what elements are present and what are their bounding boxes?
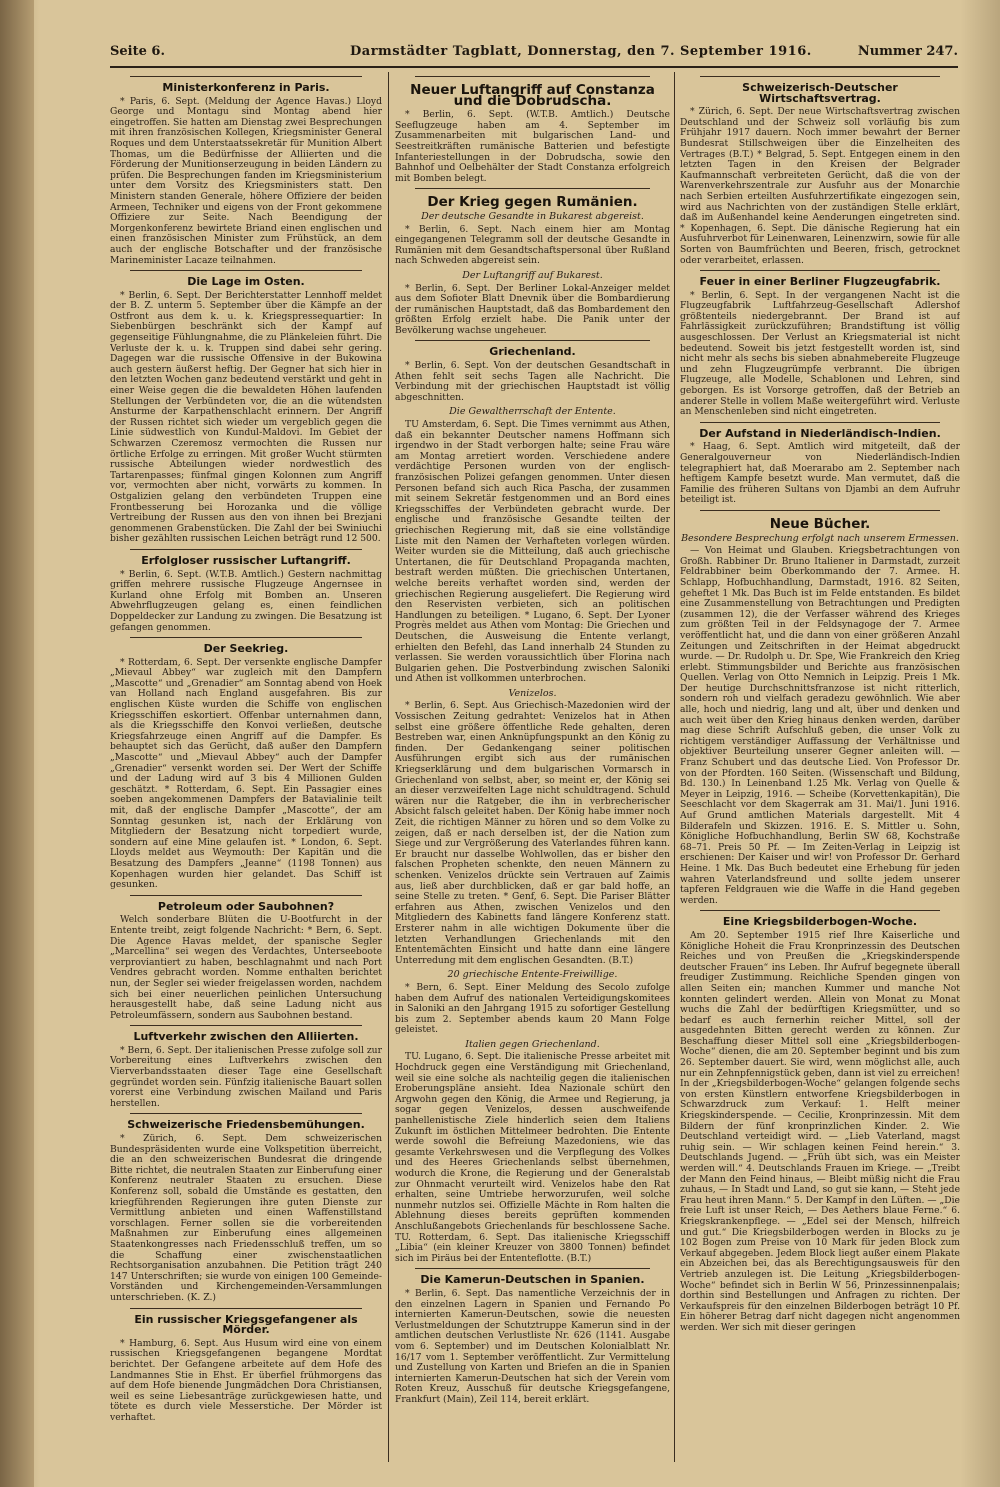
article [395,271,670,337]
article-body: * Berlin, 6. Sept. (W.T.B. Amtlich.) Deutsche Seeflugzeuge haben am 4. September im Zusammenarbeiten mit bulgarischen Land- und Seestreitkräften rumänische Batterien und befestigte Infanteriestellungen in der Dobrudscha, sowie den Bahnhof und Oelbehälter der Stadt Constanza erfolgreich mit Bomben belegt. [395,109,670,184]
column-rule-1 [388,72,389,1462]
article [395,689,670,966]
article [110,1025,382,1109]
page-number: Seite 6. [110,44,165,59]
article-headline: Neue Bücher. [769,515,871,532]
article-body: * Berlin, 6. Sept. Der Berichterstatter Lennhoff meldet der B. Z. unterm 5. September über die Kämpfe an der Ostfront aus dem k. u. k. Kriegspressequartier: In Siebenbürgen beschränkt sich der Kampf auf gegenseitige Fühlungnahme, die zu Plänkeleien führt. Die Verluste der k. u. k. Truppen sind dabei sehr gering. Dagegen war die russische Offensive in der Bukowina auch gestern äußerst heftig. Der Gegner hat sich hier in den letzten Wochen ganz bedeutend verstärkt und geht in einer Weise gegen die die bewaldeten Höhen laufenden Stellungen der Verbündeten vor, die an die wütendsten Ansturme der Karpathenschlacht erinnern. Der Angriff der Russen richtet sich wieder um vergeblich gegen die Linie südwestlich von Kundul-Maldovi. Im Gebiet der Schwarzen Czeremosz vermochten die Russen nur örtliche Erfolge zu erringen. Mit großer Wucht stürmten russische Abteilungen wieder nordwestlich des Tartarenpasses; fünfmal gingen Kolonnen zum Angriff vor, vermochten aber nicht, vorwärts zu kommen. In Ostgalizien gelang den verbündeten Truppen eine Frontbesserung bei Horozanka und die völlige Vertreibung der Russen aus den von ihnen bei Brezjani genommenen Grabenstücken. Die Zahl der bei Swiniuchi bisher gezählten russischen Leichen beträgt rund 12 500. [110,289,382,545]
article-subheadline: Italien gegen Griechenland. [465,1038,600,1050]
article-separator [700,270,940,271]
article-body: * Berlin, 6. Sept. Aus Griechisch-Mazedonien wird der Vossischen Zeitung gedrahtet: Venizelos hat in Athen selbst eine größere öffentliche Rede gehalten, deren Bestreben war, einen Anknüpfungspunkt an den König zu finden. Der Gedankengang seiner politischen Ausführungen ergibt sich aus der rumänischen Kriegserklärung und dem bulgarischen Vormarsch in Griechenland von selbst, aber, so meint er, der König sei an dieser verzweifelten Lage nicht schuldtragend. Schuld wären nur die Ratgeber, die ihn in verbrecherischer Absicht falsch geleitet haben. Der König habe immer noch Zeit, die richtigen Männer zu hören und so dem Volke zu zeigen, daß er nach derselben ist, der die Nation zum Siege und zur Vergrößerung des Vaterlandes führen kann. Er braucht nur dasselbe Wohlwollen, das er bisher den falschen Propheten schenkte, den neuen Männern zu schenken. Venizelos drückte sein Vertrauen auf Zaimis aus, ließ aber durchblicken, daß er gar bald hoffe, an seine Stelle zu treten. * Genf, 6. Sept. Die Pariser Blätter erfahren aus Athen, zwischen Venizelos und den Mitgliedern des Kabinetts fand längere Konferenz statt. Ersterer nahm in alle wichtigen Dokumente über die letzten Verhandlungen Griechenlands mit den Ententemächten Einsicht und hatte dann eine längere Unterredung mit dem englischen Gesandten. (B.T.) [395,700,670,966]
article-body: * Berlin, 6. Sept. Das namentliche Verzeichnis der in den einzelnen Lagern in Spanien und Fernando Po internierten Kamerun-Deutschen, sowie die neuesten Verlustmeldungen der Schutztruppe Kamerun sind in der amtlichen deutschen Verlustliste Nr. 626 (1141. Ausgabe vom 6. September) und im Deutschen Kolonialblatt Nr. 16/17 vom 1. September veröffentlicht. Zur Vermittelung und Zustellung von Karten und Briefen an die in Spanien internierten Kamerun-Deutschen hat sich der Verein vom Roten Kreuz, Ausschuß für deutsche Kriegsgefangene, Frankfurt (Main), Zeil 114, bereit erklärt. [395,1287,670,1405]
article-separator [700,422,940,423]
article-separator [130,270,362,271]
article [110,549,382,633]
article-headline: Der Krieg gegen Rumänien. [427,194,638,211]
article-headline: Die Kamerun-Deutschen in Spanien. [420,1273,645,1287]
article-subheadline: Die Gewaltherrschaft der Entente. [449,406,616,418]
article-separator [130,549,362,550]
article [395,970,670,1036]
article-body: TU. Lugano, 6. Sept. Die italienische Presse arbeitet mit Hochdruck gegen eine Verständigung mit Griechenland, weil sie eine solche als nachteilig gegen die italienischen Eroberungspläne ansieht. Idea Nazionale schürt den Argwohn gegen den König, die Armee und Regierung, ja sogar gegen Venizelos, dessen auschweifende panhellenistische Ziele hinderlich seien dem Italiens Zukunft im östlichen Mittelmeer bedrohten. Die Entente werde sowohl die Befreiung Mazedoniens, wie das gesamte Verkehrswesen und die Verpflegung des Volkes und des Heeres Griechenlands selbst übernehmen, wodurch die Krone, die Regierung und der Generalstab zur Ohnmacht verurteilt wird. Venizelos habe den Rat erhalten, seine Umtriebe herworzurufen, weil solche nunmehr nutzlos sei. Offizielle Mächte in Rom halten die Ablehnung dieses bereits geprüften kommenden Anschlußangebots Griechenlands für beschlossene Sache. TU. Rotterdam, 6. Sept. Das italienische Kriegsschiff „Libia“ (ein kleiner Kreuzer von 3800 Tonnen) befindet sich im Piräus bei der Ententeflotte. (B.T.) [395,1051,670,1264]
article [680,422,960,506]
article-separator [130,637,362,638]
article-body: * Berlin, 6. Sept. Der Berliner Lokal-Anzeiger meldet aus dem Sofioter Blatt Dnevnik über die Bombardierung der rumänischen Hauptstadt, daß das Bombardement den größten Erfolg erzielt habe. Die Panik unter der Bevölkerung wachse ungeheuer. [395,282,670,336]
article-headline: Luftverkehr zwischen den Alliierten. [133,1030,359,1044]
article [395,407,670,684]
article [395,1268,670,1405]
article-subheadline: 20 griechische Entente-Freiwillige. [447,969,618,981]
article [110,1308,382,1424]
article-headline: Griechenland. [489,345,576,359]
article-body: * Rotterdam, 6. Sept. Der versenkte englische Dampfer „Mievaul Abbey“ war zugleich mit den Dampfern „Mascotte“ und „Grenadier“ am Sonntag abend von Hoek van Holland nach England ausgefahren. Bis zur englischen Küste wurden die Schiffe von englischen Kriegsschiffen eskortiert. Offenbar unternahmen dann, als die Kriegsschiffe den Konvoi verließen, deutsche Kriegsfahrzeuge einen Angriff auf die Dampfer. Es behauptet sich das Gerücht, daß außer den Dampfern „Mascotte“ und „Mievaul Abbey“ auch der Dampfer „Grenadier“ versenkt worden sei. Der Wert der Schiffe und der Ladung wird auf 3 bis 4 Millionen Gulden geschätzt. * Rotterdam, 6. Sept. Ein Passagier eines soeben angekommenen Dampfers der Batavialinie teilt mit, daß der englische Dampfer „Mascotte“, der am Sonntag gesunken ist, nach der Erklärung von Mitgliedern der Besatzung nicht torpediert wurde, sondern auf eine Mine gelaufen ist. * London, 6. Sept. Lloyds meldet aus Weymouth: Der Kapitän und die Besatzung des Dampfers „Jeanne“ (1198 Tonnen) aus Kopenhagen wurden hier gelandet. Das Schiff ist gesunken. [110,656,382,891]
article-body: * Bern, 6. Sept. Der italienischen Presse zufolge soll zur Vorbereitung eines Luftverkehrs zwischen den Vierverbandsstaaten dieser Tage eine Gesellschaft gegründet worden sein. Fünfzig italienische Bauart sollen vorerst eine Verbindung zwischen Mailand und Paris herstellen. [110,1044,382,1109]
column-1 [110,72,382,1472]
article-headline: Eine Kriegsbilderbogen-Woche. [722,915,918,929]
article [680,76,960,266]
article-body: * Bern, 6. Sept. Einer Meldung des Secolo zufolge haben dem Aufruf des nationalen Verteidigungskomitees in Saloniki an den Jahrgang 1915 zu sofortiger Gestellung bis zum 2. September abends kaum 20 Mann Folge geleistet. [395,981,670,1036]
article-body: * Berlin, 6. Sept. Nach einem hier am Montag eingegangenen Telegramm soll der deutsche Gesandte in Rumänien mit dem Gesandtschaftspersonal über Rußland nach Schweden abgereist sein. [395,223,670,267]
article-subheadline: Der Luftangriff auf Bukarest. [462,269,603,281]
article-body: * Zürich, 6. Sept. Der neue Wirtschaftsvertrag zwischen Deutschland und der Schweiz soll vorläufig bis zum Frühjahr 1917 dauern. Noch immer bewahrt der Berner Bundesrat Stillschweigen über die Einzelheiten des Vertrages (B.T.) * Belgrad, 5. Sept. Entgegen einem in den letzten Tagen in den Kreisen der Belgrader Kaufmannschaft verbreiteten Gerücht, daß die von der Warenverkehrszentrale zur Ausfuhr aus der Monarchie nach Serbien erteilten Ausfuhrzertifikate eingezogen sein, wird aus Nachrichten von der zuständigen Stelle erklärt, daß im Außenhandel keine Aenderungen eingetreten sind. * Kopenhagen, 6. Sept. Die dänische Regierung hat ein Ausfuhrverbot für Leinenwaren, Leinenzwirn, sowie für alle Sorten von Baumfrüchten und Beeren, frisch, getrocknet oder verarbeitet, erlassen. [680,106,960,266]
article-body: * Paris, 6. Sept. (Meldung der Agence Havas.) Lloyd George und Montagu sind Montag abend hier eingetroffen. Sie hatten am Dienstag zwei Besprechungen mit ihren französischen Kollegen, Kriegsminister General Roques und dem Unterstaatssekretär für Munition Albert Thomas, um die Bedürfnisse der Alliierten und die Förderung der Munitionserzeugung in beiden Ländern zu prüfen. Die Besprechungen fanden im Kriegsministerium unter dem Vorsitz des Kriegsministers statt. Den Ministern standen Generale, höhere Offiziere der beiden Armeen, Techniker und eigens von der Front gekommene Offiziere zur Seite. Nach Beendigung der Morgenkonferenz bewirtete Briand einen englischen und einen französischen Minister zum Frühstück, an dem auch der englische Botschafter und der französische Marineminister Lacaze teilnahmen. [110,95,382,266]
article-body: * Zürich, 6. Sept. Dem schweizerischen Bundespräsidenten wurde eine Volkspetition überreicht, die an den schweizerischen Bundesrat die dringende Bitte richtet, die neutralen Staaten zur Einberufung einer Konferenz neutraler Staaten zu ersuchen. Diese Konferenz soll, sobald die Umstände es gestatten, den kriegführenden Regierungen ihre guten Dienste zur Vermittlung anbieten und einen Waffenstillstand vorschlagen. Ferner sollen sie die vorbereitenden Maßnahmen zur Einberufung eines allgemeinen Staatenkongresses nach Friedensschluß treffen, um so die Schaffung einer zwischenstaatlichen Rechtsorganisation anzubahnen. Die Petition trägt 240 147 Unterschriften; sie wurde von einigen 100 Gemeinde-Vorständen und Kirchengemeinden-Versammlungen unterschrieben. (K. Z.) [110,1133,382,1303]
article-separator [415,340,650,341]
article-separator [415,188,650,189]
article-body: Am 20. September 1915 rief Ihre Kaiserliche und Königliche Hoheit die Frau Kronprinzessin des Deutschen Reiches und von Preußen die „Kriegskinderspende deutscher Frauen“ ins Leben. Ihr Aufruf begegnete überall freudiger Zustimmung. Reichliche Spenden gingen von allen Seiten ein; manchen Kummer und manche Not konnten gelindert werden. Allein von Monat zu Monat wuchs die Zahl der bedürftigen Kriegsmütter, und so bedarf es auch fernerhin reicher Mittel, soll der ausgedehnten Bitten gerecht werden zu können. Zur Beschaffung dieser Mittel soll eine „Kriegsbilderbogen-Woche“ dienen, die am 20. September beginnt und bis zum 26. September dauert. Sie wird, wenn möglichst alle, auch nur ein Zehnpfennigstück geben, dann ist viel zu erreichen! In der „Kriegsbilderbogen-Woche“ gelangen folgende sechs von ersten Künstlern entworfene Kriegsbilderbogen in Schwarzdruck zum Verkauf: 1. Helft meiner Kriegskinderspende. — Cecilie, Kronprinzessin. Mit dem Bildern der fünf kronprinzlichen Kinder. 2. Wie Deutschland verteidigt wird. — „Lieb Vaterland, magst ruhig sein. — Wir schlagen keinen Feind herein.“ 3. Deutschlands Jugend. — „Früh übt sich, was ein Meister werden will.“ 4. Deutschlands Frauen im Kriege. — „Treibt der Mann den Feind hinaus, — Bleibt müßig nicht die Frau zuhaus, — In Stadt und Land, so gut sie kann, — Steht jede Frau heut ihren Mann.“ 5. Der Kampf in den Lüften. — „Die freie Luft ist unser Reich, — Des Aethers blaue Ferne.“ 6. Kriegskrankenpflege. — „Edel sei der Mensch, hilfreich und gut.“ Die Kriegsbilderbogen werden in Blocks zu je 102 Bogen zum Preise von 10 Mark für jeden Block zum Verkauf abgegeben. Jedem Block liegt außer einem Plakate ein Abzeichen bei, das als Berechtigungsausweis für den Vertrieb anzulegen ist. Die Leitung „Kriegsbilderbogen-Woche“ befindet sich in Berlin W 56, Prinzessinnenpalais; dorthin sind Bestellungen und Anfragen zu richten. Der Verkaufspreis für den einzelnen Bilderbogen beträgt 10 Pf. Ein höherer Betrag darf nicht dagegen nicht angenommen werden. Wer sich mit dieser geringen [680,929,960,1333]
article-separator [415,76,650,77]
article [110,895,382,1022]
article-separator [130,895,362,896]
article-separator [700,510,940,511]
article-headline: Schweizerisch-Deutscher Wirtschaftsvertrag. [742,81,898,105]
article-body: Welch sonderbare Blüten die U-Bootfurcht in der Entente treibt, zeigt folgende Nachricht: * Bern, 6. Sept. Die Agence Havas meldet, der spanische Segler „Marcellina“ sei wegen des Verdachtes, Unterseeboote verproviantiert zu haben, beschlagnahmt und nach Port Vendres gebracht worden. Nomme enthalten berichtet nun, der Segler sei wieder freigelassen worden, nachdem sich bei einer neuerlichen peinlichen Untersuchung herausgestellt habe, daß seine Ladung nicht aus Petroleumfässern, sondern aus Saubohnen bestand. [110,914,382,1021]
article-headline: Ministerkonferenz in Paris. [162,81,330,94]
article-headline: Der Aufstand in Niederländisch-Indien. [699,426,941,440]
article-headline: Der Seekrieg. [203,642,289,656]
article-headline: Petroleum oder Saubohnen? [157,899,335,913]
issue-number: Nummer 247. [857,44,958,59]
article-body: * Hamburg, 6. Sept. Aus Husum wird eine von einem russischen Kriegsgefangenen begangene Mordtat berichtet. Der Gefangene arbeitete auf dem Hofe des Landmannes Stie in Ehst. Er überfiel frühmorgens das auf dem Hofe bienende Jungmädchen Dora Christiansen, weil es seine Liebesanträge zurückgewiesen hatte, und tötete es durch viele Messerstiche. Der Mörder ist verhaftet. [110,1337,382,1423]
article [680,270,960,418]
article-body: TU Amsterdam, 6. Sept. Die Times vernimmt aus Athen, daß ein bekannter Deutscher namens Hoffmann sich irgendwo in der Stadt verborgen halte; seine Frau wäre am Montag arretiert worden. Verschiedene andere verdächtige Personen wurden von der englisch-französischen Polizei gefangen genommen. Unter diesen Personen befand sich auch Rica Pascha, der zusammen mit seinem Sekretär festgenommen und an Bord eines Kriegsschiffes der Verbündeten gebracht wurde. Der englische und französische Gesandte teilten der griechischen Regierung mit, daß sie eine vollständige Liste mit den Namen der Verhafteten vorlegen würden. Weiter wurden sie die Mitteilung, daß auch griechische Untertanen, die für Deutschland Propaganda machten, bestraft werden müßten. Die griechischen Untertanen, welche bereits verhaftet worden sind, werden der griechischen Regierung ausgeliefert. Die Regierung wird den Reservisten verbieten, sich an politischen Handlungen zu beteiligen. * Lugano, 6. Sept. Der Lyoner Progrès meldet aus Athen vom Montag: Die Griechen und Deutschen, die Ausweisung die Entente verlangt, erhielten den Befehl, das Land innerhalb 24 Stunden zu verlassen. Sie werden voraussichtlich über Florina nach Bulgarien gehen. Die Postverbindung zwischen Saloniki und Athen ist vollkommen unterbrochen. [395,419,670,685]
column-2 [395,72,670,1472]
article [110,637,382,891]
article [680,510,960,906]
article [395,1040,670,1264]
article-body: * Haag, 6. Sept. Amtlich wird mitgeteilt, daß der Generalgouverneur von Niederländisch-Indien telegraphiert hat, daß Moerarabo am 2. September nach heftigem Kampfe besetzt wurde. Man vermutet, daß die Familie des früheren Sultans von Djambi an dem Aufruhr beteiligt ist. [680,441,960,506]
article-separator [130,76,362,77]
article-headline: Neuer Luftangriff auf Constanza und die Dobrudscha. [410,82,655,109]
article-separator [415,1268,650,1269]
article-headline: Ein russischer Kriegsgefangener als Mörder. [134,1312,358,1337]
article-body: * Berlin, 6. Sept. In der vergangenen Nacht ist die Flugzeugfabrik Luftfahrzeug-Gesellschaft Adlershof größtenteils niedergebrannt. Der Brand ist auf Fahrlässigkeit zurückzuführen; Brandstiftung ist völlig ausgeschlossen. Der Verlust an Kriegsmaterial ist nicht bedeutend. Soweit bis jetzt festgestellt worden ist, sind nicht mehr als sechs bis sieben abnahmebereite Flugzeuge und zehn Flugzeugrümpfe verbrannt. Die übrigen Flugzeuge, alle Modelle, Schablonen und Lehren, sind geborgen. Es ist Vorsorge getroffen, daß der Betrieb an anderer Stelle in vollem Maße weitergeführt wird. Verluste an Menschenleben sind nicht eingetreten. [680,289,960,418]
article-separator [130,1113,362,1114]
article-body: * Berlin, 6. Sept. (W.T.B. Amtlich.) Gestern nachmittag griffen mehrere russische Flugzeuge Angernsee in Kurland ohne Erfolg mit Bomben an. Unseren Abwehrflugzeugen gelang es, einen feindlichen Doppeldecker zur Landung zu zwingen. Die Besatzung ist gefangen genommen. [110,568,382,633]
article-separator [700,76,940,77]
article-headline: Schweizerische Friedensbemühungen. [127,1118,365,1132]
article-separator [700,910,940,911]
column-3 [680,72,960,1472]
article-separator [130,1308,362,1309]
article-subheadline: Venizelos. [508,687,557,699]
article [395,188,670,267]
article-headline: Erfolgloser russischer Luftangriff. [141,553,351,567]
article [110,270,382,545]
article [680,910,960,1333]
page-binding-edge [0,0,34,1487]
paper-title-date: Darmstädter Tagblatt, Donnerstag, den 7. September 1916. [350,44,812,59]
article [395,76,670,184]
article-body: — Von Heimat und Glauben. Kriegsbetrachtungen von Großh. Rabbiner Dr. Bruno Italiener in Darmstadt, zurzeit Feldrabbiner beim Oberkommando der 7. Armee. H. Schlapp, Hofbuchhandlung, Darmstadt, 1916. 82 Seiten, geheftet 1 Mk. Das Buch ist im Felde entstanden. Es bildet eine Zusammenstellung von Betrachtungen und Predigten (zusammen 12), die der Verfasser während des Krieges zum größten Teil in der Feldsynagoge der 7. Armee veröffentlicht hat, und die dann von einer größeren Anzahl Zeitungen und Zeitschriften in der Heimat abgedruckt wurde. — Dr. Rudolph u. Dr. Spe, Wie Frankreich den Krieg erlebt. Stimmungsbilder und Berichte aus französischen Quellen. Verlag von Otto Nemnich in Leipzig. Preis 1 Mk. Der heutige Durchschnittsfranzose ist nicht ritterlich, sondern roh und vielfach geradezu gewöhnlich. Wie aber alle, hoch und niedrig, lang und alt, über und denken und auch weit über den Krieg hinaus denken werden, darüber mag diese Schrift Aufschluß geben, die unser Volk zu richtigem verständiger Auffassung der Verhältnisse und objektiver Beurteilung unserer Gegner anleiten will. — Franz Schubert und das deutsche Lied. Von Professor Dr. von der Pfordten. 160 Seiten. (Wissenschaft und Bildung, Bd. 130.) In Leinenband 1.25 Mk. Verlag von Quelle & Meyer in Leipzig, 1916. — Scheibe (Korvettenkapitän), Die Seeschlacht vor dem Skagerrak am 31. Mai/1. Juni 1916. Auf Grund amtlichen Materials dargestellt. Mit 4 Bilderafeln und Skizzen. 1916. E. S. Mittler u. Sohn, Königliche Hofbuchhandlung, Berlin SW 68, Kochstraße 68–71. Preis 50 Pf. — Im Zeiten-Verlag in Leipzig ist erschienen: Der Kaiser und wir! von Professor Dr. Gerhard Heine. 1 Mk. Das Buch bedeutet eine Erhebung für jeden wahren Vaterlandsfreund und sollte jedem unserer tapferen Feldgrauen wie die Waffe in die Hand gegeben werden. [680,545,960,906]
article-subheadline: Besondere Besprechung erfolgt nach unserem Ermessen. [681,532,959,544]
article [110,1113,382,1303]
article-subheadline: Der deutsche Gesandte in Bukarest abgereist. [421,210,644,222]
article-headline: Die Lage im Osten. [187,275,305,289]
article-headline: Feuer in einer Berliner Flugzeugfabrik. [699,275,941,289]
article-separator [130,1025,362,1026]
article-body: * Berlin, 6. Sept. Von der deutschen Gesandtschaft in Athen fehlt seit sechs Tagen alle Nachricht. Die Verbindung mit der griechischen Hauptstadt ist völlig abgeschnitten. [395,360,670,403]
masthead [110,42,958,68]
column-rule-2 [674,72,675,1462]
article [395,340,670,403]
article [110,76,382,266]
